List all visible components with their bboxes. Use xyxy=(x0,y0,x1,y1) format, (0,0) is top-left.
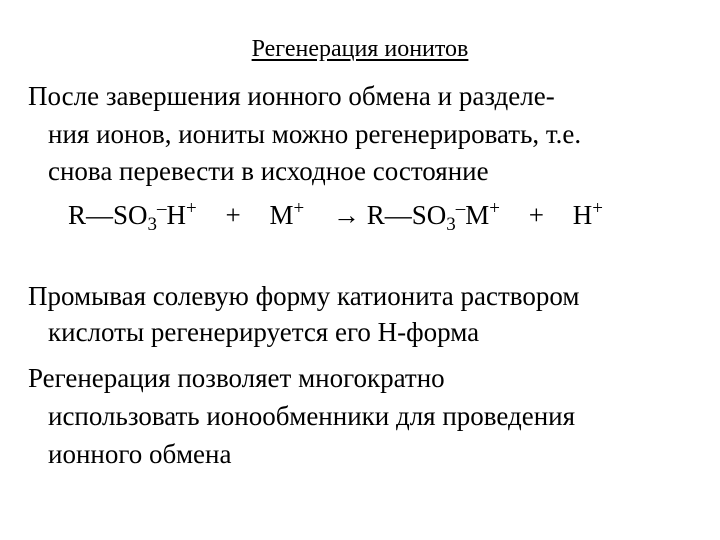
equation-sup-plus-product: + xyxy=(489,198,500,219)
arrow-icon: → xyxy=(332,200,360,230)
paragraph1-line2: ния ионов, иониты можно регенерировать, т.е. xyxy=(48,119,582,149)
equation-plus-2: + xyxy=(528,200,544,230)
equation-sup-plus-m: + xyxy=(293,198,305,219)
equation-sup-plus: + xyxy=(186,198,197,219)
equation-m: M xyxy=(269,200,294,230)
paragraph1-line1: После завершения ионного обмена и разделе- xyxy=(28,81,555,111)
equation-m-product: M xyxy=(465,200,490,230)
paragraph2-line2: кислоты регенерируется его Н-форма xyxy=(48,317,480,347)
paragraph1-line3: снова перевести в исходное состояние xyxy=(48,156,489,186)
equation-sub-3-product: 3 xyxy=(446,214,456,235)
slide-title: Регенерация ионитов xyxy=(251,36,469,62)
equation-h-product: H xyxy=(572,200,593,230)
equation-sup-minus-product: – xyxy=(455,198,466,219)
equation-plus: + xyxy=(225,200,241,230)
equation-product-r: R—SO xyxy=(366,200,447,230)
equation-sub-3: 3 xyxy=(147,214,158,235)
equation-sup-minus: – xyxy=(157,198,167,219)
paragraph3-line3: ионного обмена xyxy=(48,439,232,469)
equation-reactant-r: R—SO xyxy=(68,200,148,230)
regeneration-equation xyxy=(68,198,603,235)
equation-h: H xyxy=(166,200,187,230)
paragraph3-line2: использовать ионообменники для проведения xyxy=(48,401,576,431)
paragraph2-line1: Промывая солевую форму катионита раствором xyxy=(28,281,580,311)
paragraph3-line1: Регенерация позволяет многократно xyxy=(28,363,445,393)
equation-sup-plus-h: + xyxy=(592,198,603,219)
